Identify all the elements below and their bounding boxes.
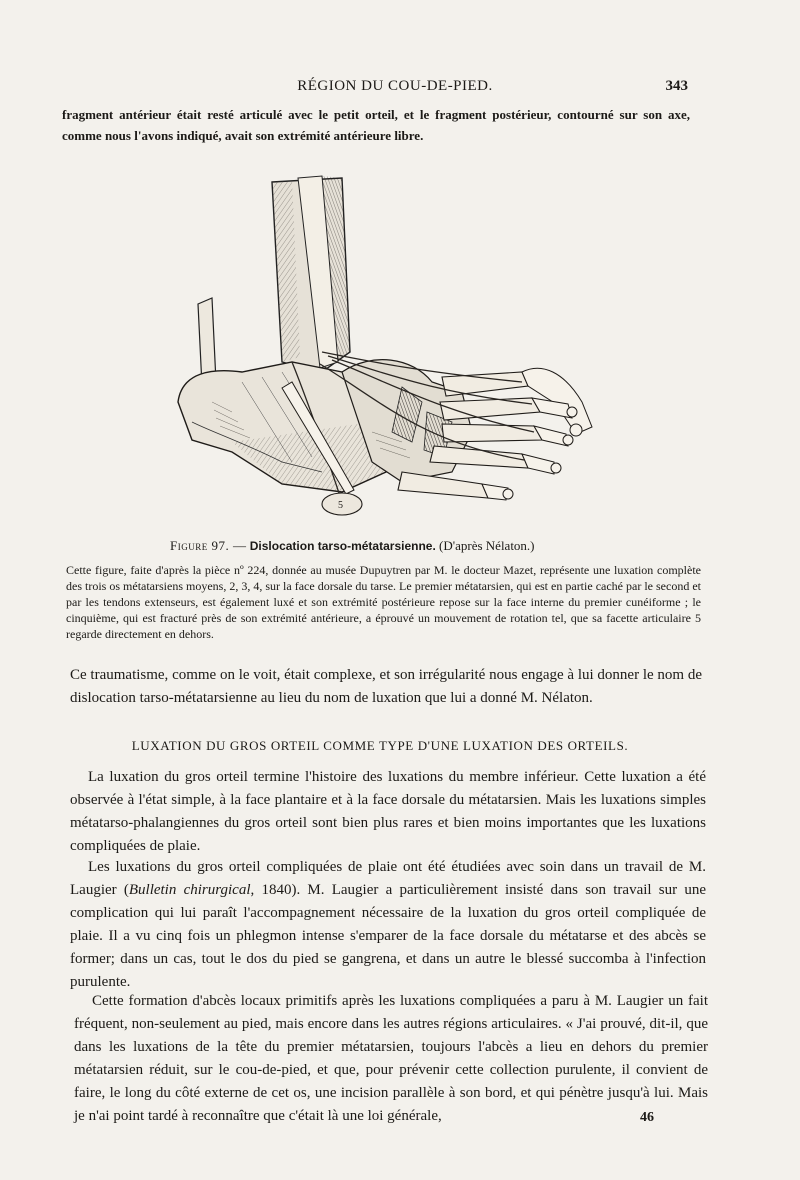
figure-caption-line bbox=[170, 538, 610, 554]
page-number: 343 bbox=[665, 78, 688, 94]
running-head bbox=[0, 78, 800, 98]
body-paragraph: Ce traumatisme, comme on le voit, était complexe, et son irrégularité nous engage à lui donner le nom de dislocation tarso-métatarsienne au lieu du nom de luxation que lui a donné M. Nélaton. bbox=[70, 667, 702, 706]
section-heading: LUXATION DU GROS ORTEIL COMME TYPE D'UNE LUXATION DES ORTEILS. bbox=[131, 738, 629, 753]
body-paragraph: La luxation du gros orteil termine l'histoire des luxations du membre inférieur. Cette luxation a été observée à l'état simple, à la face plantaire et à la face dorsale du métatarsien. Mais les luxations simples métatarso-phalangiennes du gros orteil sont bien plus rares et bien moins importantes que les luxations compliquées de plaie. bbox=[70, 769, 706, 854]
foot-dislocation-illustration bbox=[172, 172, 600, 530]
continuation-paragraph: fragment antérieur était resté articulé avec le petit orteil, et le fragment postérieur, contourné sur son axe, comme nous l'avons indiqué, avait son extrémité antérieure libre. bbox=[62, 107, 690, 143]
paragraph-text: Les luxations du gros orteil compliquées de plaie ont été étudiées avec soin dans un travail de M. Laugier ( bbox=[70, 859, 706, 898]
paragraph-text: , 1840). M. Laugier a particulièrement insisté dans son travail sur une complication qui lui paraît l'accompagnement nécessaire de la luxation du gros orteil compliquée de plaie. Il a vu cinq fois un phlegmon intense s'emparer de la face dorsale du métatarse et des abcès se former; dans un cas, tout le dos du pied se gangrena, et dans un autre le blessé succomba à l'infection purulente. bbox=[70, 882, 706, 990]
figure-label: Figure 97. — bbox=[170, 538, 247, 553]
body-paragraph: Cette formation d'abcès locaux primitifs après les luxations compliquées a paru à M. Laugier un fait fréquent, non-seulement au pied, mais encore dans les autres régions articulaires. « J'ai prouvé, dit-il, que dans les luxations de la tête du premier métatarsien, toujours l'abcès a lieu en dehors du premier métatarsien réduit, sur le cou-de-pied, et que, pour prévenir cette collection purulente, il convient de faire, le long du côté externe de cet os, une incision parallèle à son bord, et qui pénètre jusqu'à lui. Mais je n'ai point tardé à reconnaître que c'était là une loi générale, bbox=[74, 993, 708, 1124]
running-title: RÉGION DU COU-DE-PIED. bbox=[297, 78, 493, 94]
facet-marker: 5 bbox=[338, 500, 343, 511]
body-paragraph bbox=[70, 856, 706, 994]
figure-caption-text: Cette figure, faite d'après la pièce nº 224, donnée au musée Dupuytren par M. le docteur Mazet, représente une luxation complète des trois os métatarsiens moyens, 2, 3, 4, sur la face dorsale du tarse. Le premier métatarsien, qui est en partie caché par le second et par les tendons extenseurs, est également luxé et son extrémité postérieure repose sur la face interne du premier cunéiforme ; le cinquième, qui est fracturé près de son extrémité antérieure, a éprouvé un mouvement de rotation tel, que sa facette articulaire 5 regarde directement en dehors. bbox=[66, 563, 701, 641]
journal-title: Bulletin chirurgical bbox=[128, 882, 251, 898]
figure-title: Dislocation tarso-métatarsienne. bbox=[249, 539, 436, 553]
signature-mark: 46 bbox=[640, 1110, 654, 1125]
figure-credit: (D'après Nélaton.) bbox=[439, 538, 535, 553]
